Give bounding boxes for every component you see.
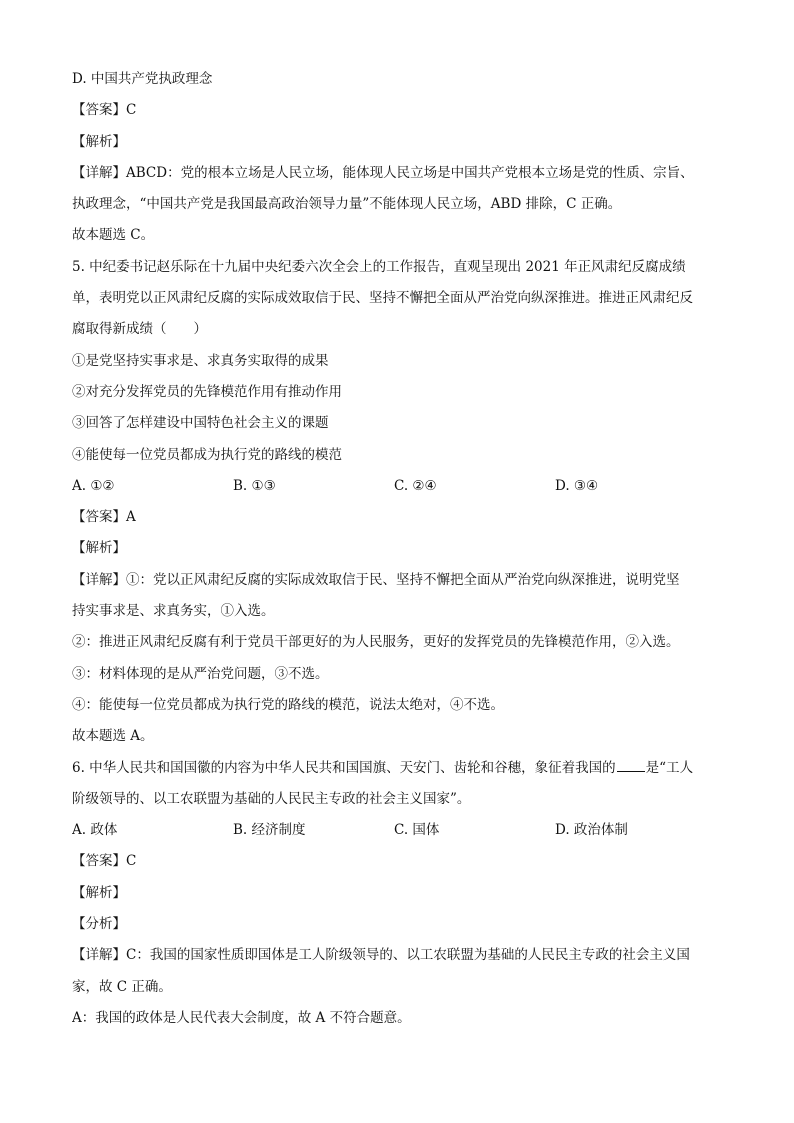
q4-analysis-label: 【解析】	[72, 133, 126, 150]
q6-option-c: C. 国体	[394, 822, 440, 839]
q5-item-1: ①是党坚持实事求是、求真务实取得的成果	[72, 352, 329, 369]
q6-option-b: B. 经济制度	[233, 822, 306, 839]
q5-detail-line-1: 【详解】①：党以正风肃纪反腐的实际成效取信于民、坚持不懈把全面从严治党向纵深推进，说明党坚	[72, 571, 680, 588]
q4-detail-line-2: 执政理念，“中国共产党是我国最高政治领导力量”不能体现人民立场，ABD 排除，C 正确。	[72, 196, 622, 213]
q5-stem-line-2: 单，表明党以正风肃纪反腐的实际成效取信于民、坚持不懈把全面从严治党向纵深推进。推进正风肃纪反	[72, 290, 693, 307]
q5-item-2: ②对充分发挥党员的先锋模范作用有推动作用	[72, 383, 342, 400]
q6-answer: 【答案】C	[72, 853, 137, 870]
q6-stem-line-1	[72, 753, 732, 784]
q5-stem-line-3: 腐取得新成绩（ ）	[72, 321, 207, 338]
q5-detail-line-2: 持实事求是、求真务实，①入选。	[72, 603, 275, 620]
q4-answer: 【答案】C	[72, 102, 137, 119]
q5-detail-line-5: ④：能使每一位党员都成为执行党的路线的模范，说法太绝对，④不选。	[72, 696, 504, 713]
q4-option-d: D. 中国共产党执政理念	[72, 71, 213, 87]
q5-answer: 【答案】A	[72, 509, 136, 526]
fill-in-blank	[617, 756, 645, 772]
q6-detail-line-1: 【详解】C：我国的国家性质即国体是工人阶级领导的、以工农联盟为基础的人民民主专政的社会主义国	[72, 947, 690, 964]
q5-option-c: C. ②④	[394, 477, 437, 494]
q5-item-4: ④能使每一位党员都成为执行党的路线的模范	[72, 446, 342, 463]
q6-stem-line-2: 阶级领导的、以工农联盟为基础的人民民主专政的社会主义国家”。	[72, 790, 471, 807]
q4-conclusion: 故本题选 C。	[72, 227, 155, 244]
q5-analysis-label: 【解析】	[72, 540, 126, 557]
q6-options	[72, 815, 732, 846]
q5-detail-line-3: ②：推进正风肃纪反腐有利于党员干部更好的为人民服务，更好的发挥党员的先锋模范作用，②入选。	[72, 634, 680, 651]
q5-detail-line-4: ③：材料体现的是从严治党问题，③不选。	[72, 665, 329, 682]
q6-detail-line-3: A：我国的政体是人民代表大会制度，故 A 不符合题意。	[72, 1009, 411, 1026]
q6-stem-before-blank: 6. 中华人民共和国国徽的内容为中华人民共和国国旗、天安门、齿轮和谷穗，象征着我国的	[72, 759, 616, 776]
q5-option-b: B. ①③	[233, 477, 276, 494]
q5-option-d: D. ③④	[555, 477, 599, 494]
q6-option-a: A. 政体	[72, 822, 118, 839]
q5-conclusion: 故本题选 A。	[72, 728, 154, 745]
q6-stem-after-blank: 是“工人	[645, 759, 694, 776]
q5-options	[72, 471, 732, 502]
q6-detail-line-2: 家，故 C 正确。	[72, 978, 172, 995]
q5-stem-line-1: 5. 中纪委书记赵乐际在十九届中央纪委六次全会上的工作报告，直观呈现出 2021 年正风肃纪反腐成绩	[72, 258, 686, 275]
q6-analysis-label: 【解析】	[72, 884, 126, 901]
q4-detail-line-1: 【详解】ABCD：党的根本立场是人民立场，能体现人民立场是中国共产党根本立场是党的性质、宗旨、	[72, 164, 694, 181]
q6-fenxi-label: 【分析】	[72, 916, 126, 933]
q5-item-3: ③回答了怎样建设中国特色社会主义的课题	[72, 415, 329, 432]
q5-option-a: A. ①②	[72, 477, 115, 494]
q6-option-d: D. 政治体制	[555, 822, 628, 839]
